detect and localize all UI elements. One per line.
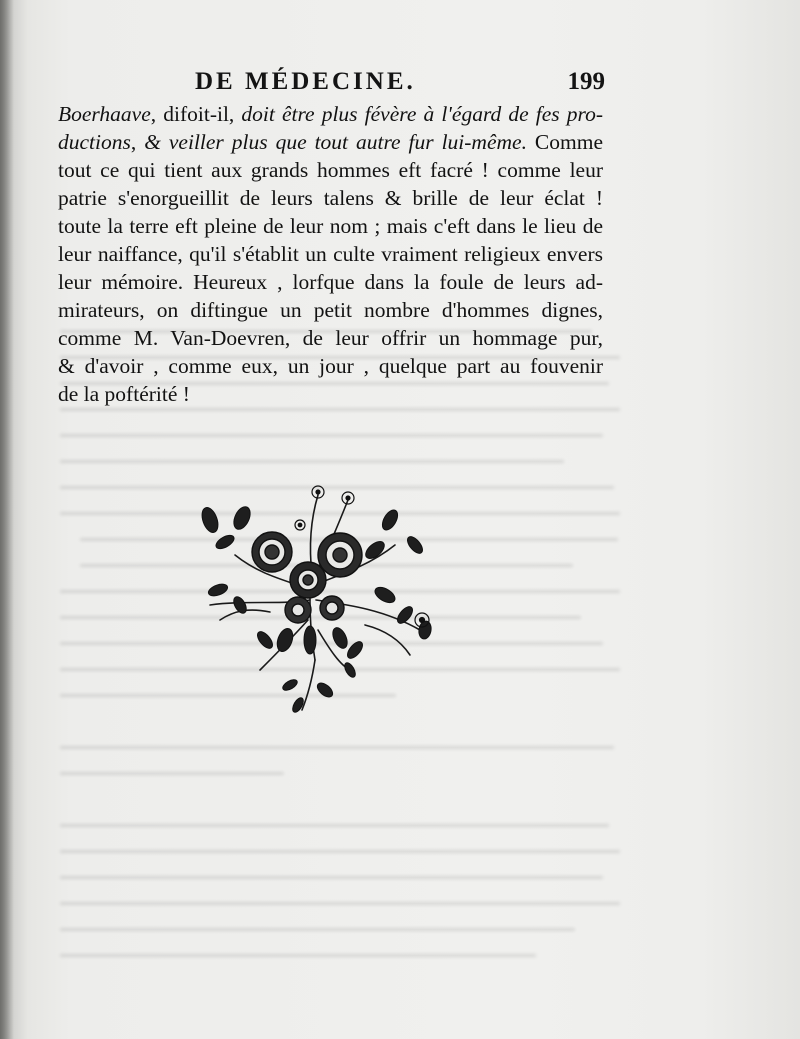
text-line — [58, 268, 603, 296]
italic-text: Boerhaave — [58, 102, 151, 126]
italic-text: ductions — [58, 130, 131, 154]
gutter-shadow — [0, 0, 14, 1039]
floral-ornament-icon — [190, 480, 440, 715]
italic-text: & veiller plus que tout autre fur lui-même. — [144, 130, 527, 154]
text-line — [58, 100, 603, 128]
text-line — [58, 324, 603, 352]
text-line — [58, 240, 603, 268]
roman-text: leur naiffance, qu'il s'établit un culte vraiment religieux envers — [58, 242, 603, 266]
text-line — [58, 352, 603, 380]
body-text — [58, 100, 603, 408]
roman-text: mirateurs, on diftingue un petit nombre d'hommes dignes, — [58, 298, 603, 322]
roman-text: leur mémoire. Heureux , lorfque dans la foule de leurs ad- — [58, 270, 603, 294]
text-line — [58, 156, 603, 184]
roman-text: comme M. Van-Doevren, de leur offrir un hommage pur, — [58, 326, 603, 350]
text-line — [58, 128, 603, 156]
running-title: DE MÉDECINE. — [195, 68, 416, 95]
roman-text: , difoit-il, — [150, 102, 242, 126]
roman-text: Comme — [526, 130, 603, 154]
text-line — [58, 212, 603, 240]
roman-text: patrie s'enorgueillit de leurs talens & brille de leur éclat ! — [58, 186, 603, 210]
roman-text: , — [130, 130, 145, 154]
text-line — [58, 184, 603, 212]
italic-text: doit être plus févère à l'égard de fes pro- — [241, 102, 603, 126]
roman-text: toute la terre eft pleine de leur nom ; mais c'eft dans le lieu de — [58, 214, 603, 238]
running-head — [195, 68, 605, 98]
page-number: 199 — [567, 68, 605, 95]
roman-text: de la poftérité ! — [58, 382, 190, 406]
text-line — [58, 380, 603, 408]
roman-text: & d'avoir , comme eux, un jour , quelque part au fouvenir — [58, 354, 603, 378]
roman-text: tout ce qui tient aux grands hommes eft facré ! comme leur — [58, 158, 603, 182]
text-line — [58, 296, 603, 324]
